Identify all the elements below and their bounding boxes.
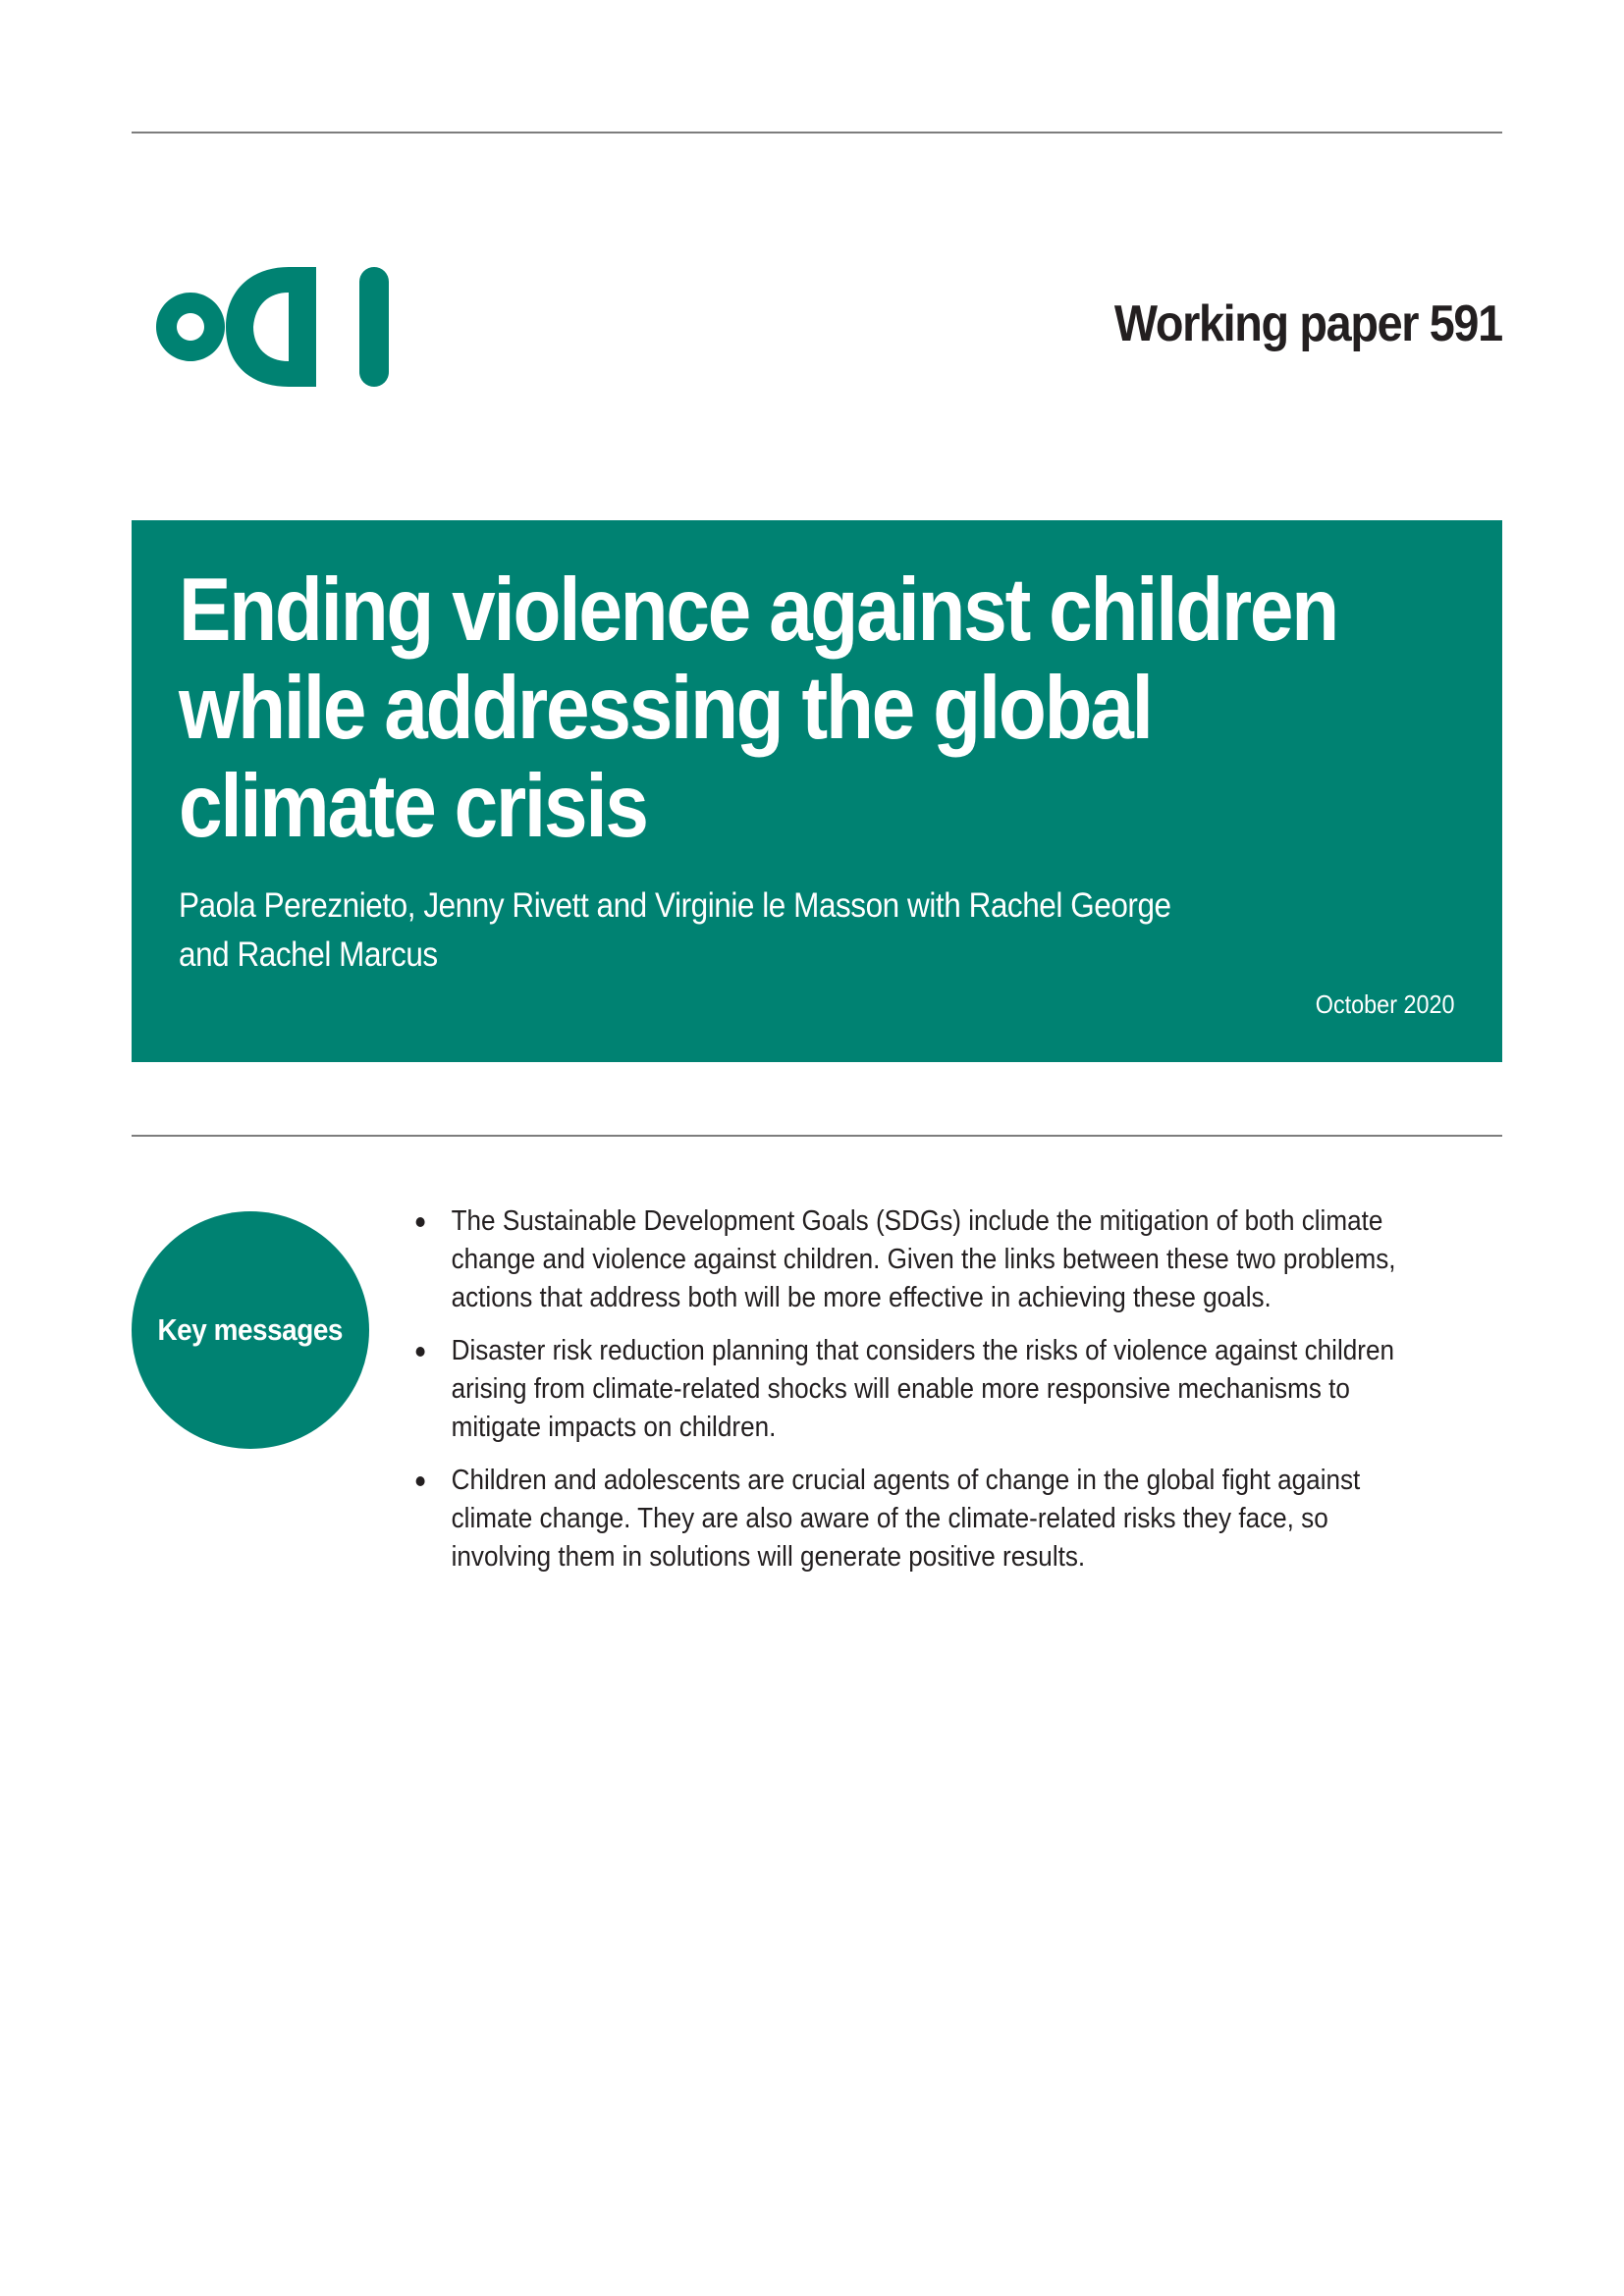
key-messages-label: Key messages — [157, 1312, 344, 1347]
title-banner — [132, 520, 1502, 1062]
bullet-icon — [416, 1217, 425, 1227]
bullet-icon — [416, 1476, 425, 1486]
key-message-text: Disaster risk reduction planning that considers the risks of violence against children arising from climate-related shocks will enable more responsive mechanisms to mitigate impacts on children. — [451, 1335, 1394, 1443]
document-title — [179, 561, 1354, 856]
section-divider — [132, 1135, 1502, 1137]
odi-logo — [132, 267, 403, 387]
bullet-icon — [416, 1347, 425, 1357]
key-messages-list — [412, 1202, 1411, 1591]
key-message-text: Children and adolescents are crucial agents of change in the global fight against climate change. They are also aware of the climate-related risks they face, so involving them in solutions will generate positive results. — [451, 1465, 1361, 1573]
list-item — [412, 1202, 1411, 1317]
authors — [179, 881, 1239, 980]
title-line: while addressing the global — [179, 659, 1152, 758]
key-message-text: The Sustainable Development Goals (SDGs) include the mitigation of both climate change and violence against children. Given the links between these two problems, actions that address both will be more effective in achieving these goals. — [451, 1205, 1396, 1313]
list-item — [412, 1332, 1411, 1447]
author-line: Paola Pereznieto, Jenny Rivett and Virginie le Masson with Rachel George — [179, 886, 1171, 925]
list-item — [412, 1462, 1411, 1576]
title-line: Ending violence against children — [179, 561, 1337, 660]
author-line: and Rachel Marcus — [179, 935, 438, 974]
top-divider — [132, 132, 1502, 133]
key-messages-badge — [132, 1211, 369, 1449]
working-paper-label: Working paper 591 — [1114, 295, 1502, 352]
publication-date: October 2020 — [1316, 989, 1455, 1019]
title-line: climate crisis — [179, 757, 647, 856]
